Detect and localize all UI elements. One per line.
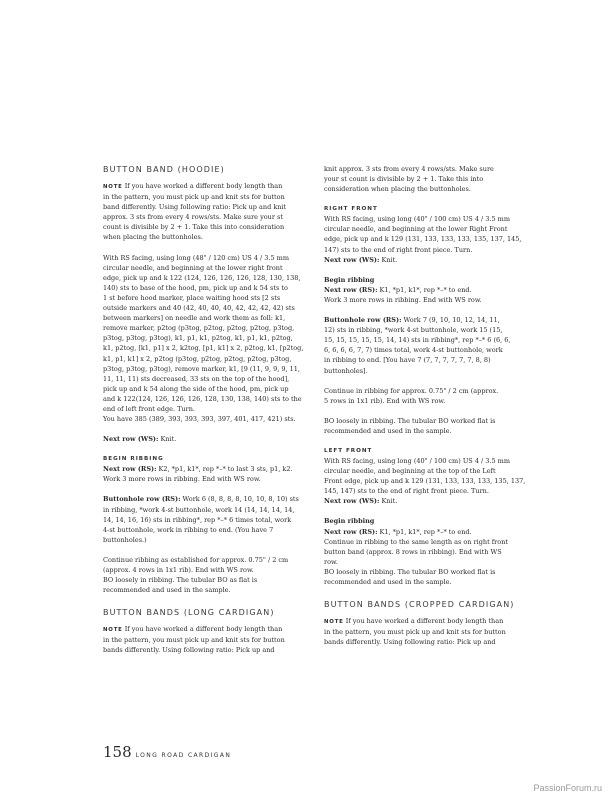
cropped-cardigan-heading: BUTTON BANDS (CROPPED CARDIGAN): [324, 600, 515, 610]
note-label: NOTE: [103, 627, 123, 634]
hoodie-body: With RS facing, using long (48" / 120 cm) US 4 / 3.5 mm circular needle, and beginning at the lower right front edge, pick up and k 122 (124, 126, 126, 126, 128, 130, 138, 140) sts to base of the hood, pm, pick up and k 54 sts to 1 st before hood marker, place waiting hood sts [2 sts outside markers and 40 (42, 40, 40, 40, 42, 42, 42, 42) sts between markers] on needle and work them as foll: k1, remove marker, p2tog (p3tog, p2tog, p2tog, p2tog, p3tog, p3tog, p3tog, p3tog), k1, p1, k1, p2tog, k1, p1, k1, p2tog, k1, p2tog, [k1, p1] x 2, k2tog, [p1, k1] x 2, p2tog, k1, [p2tog, k1, p1, k1] x 2, p2tog (p3tog, p2tog, p2tog, p2tog, p3tog, p3tog, p3tog, p3tog), remove marker, k1, [9 (11, 9, 9, 9, 11, 11, 11, 11) sts decreased, 33 sts on the top of the hood], pick up and k 54 along the side of the hood, pm, pick up and k 122(124, 126, 126, 126, 128, 130, 138, 140) sts to the end of left front edge. Turn. You have 385 (389, 393, 393, 393, 397, 401, 417, 421) sts.: [103, 253, 304, 424]
left-front-body: With RS facing, using long (40" / 100 cm) US 4 / 3.5 mm circular needle, and beginning at the top of the Left Front edge, pick up and k 129 (131, 133, 133, 133, 135, 137, 145, 147) sts to the end of right front piece. Turn. Next row (WS): Knit.: [324, 456, 526, 506]
right-column: [324, 164, 530, 647]
left-front-heading: LEFT FRONT: [324, 447, 373, 454]
note-label: NOTE: [103, 184, 123, 190]
right-front-buttonhole-row: Buttonhole row (RS): Work 7 (9, 10, 10, 12, 14, 11, 12) sts in ribbing, *work 4-st buttonhole, work 15 (15, 15, 15, 15, 15, 15, 14, 14) sts in ribbing*, rep *–* 6 (6, 6, 6, 6, 6, 6, 7, 7) times total, work 4-st buttonhole, work in ribbing to end. [You have 7 (7, 7, 7, 7, 7, 7, 8, 8) buttonholes].: [324, 316, 511, 375]
note-label: NOTE: [324, 619, 344, 626]
right-intro: knit approx. 3 sts from every 4 rows/sts. Make sure your st count is divisible by 2 + 1. Take this into consideration when placing the buttonholes.: [324, 165, 494, 194]
hoodie-ribbing-heading: BEGIN RIBBING: [103, 456, 164, 463]
long-cardigan-note: NOTE If you have worked a different body length than in the pattern, you must pick up and knit sts for button bands differently. Using following ratio: Pick up and: [103, 625, 285, 655]
hoodie-rib-next-row: Next row (RS): K2, *p1, k1*, rep *–* to last 3 sts, p1, k2. Work 3 more rows in ribbing. End with WS row.: [103, 465, 293, 484]
right-front-heading: RIGHT FRONT: [324, 206, 378, 213]
page-number: 158: [103, 743, 132, 761]
hoodie-continue: Continue ribbing as established for approx. 0.75" / 2 cm (approx. 4 rows in 1x1 rib). End with WS row. BO loosely in ribbing. The tubular BO as flat is recommended and used in the sample.: [103, 555, 289, 595]
hoodie-note: NOTE If you have worked a different body length than in the pattern, you must pick up and knit sts for button band differently. Using following ratio: Pick up and knit approx. 3 sts from every 4 rows/sts. Make sure your st count is divisible by 2 + 1. Take this into consideration when placing the buttonholes.: [103, 182, 287, 242]
right-front-body: With RS facing, using long (40" / 100 cm) US 4 / 3.5 mm circular needle, and beginning at the lower Right Front edge, pick up and k 129 (131, 133, 133, 133, 135, 137, 145, 147) sts to the end of right front piece. Turn. Next row (WS): Knit.: [324, 215, 522, 264]
right-front-bo: BO loosely in ribbing. The tubular BO worked flat is recommended and used in the sample.: [324, 416, 496, 435]
page-footer: [103, 742, 231, 761]
hoodie-buttonhole-row: Buttonhole row (RS): Work 6 (8, 8, 8, 8, 10, 10, 8, 10) sts in ribbing, *work 4-st buttonhole, work 14 (14, 14, 14, 14, 14, 14, 16, 16) sts in ribbing*, rep *–* 6 times total, work 4-st buttonhole, work in ribbing to end. (You have 7 buttonholes.): [103, 495, 299, 544]
hoodie-heading: BUTTON BAND (HOODIE): [103, 165, 225, 174]
footer-title: LONG ROAD CARDIGAN: [135, 752, 232, 759]
hoodie-next-row: Next row (WS): Knit.: [103, 435, 177, 444]
watermark: PassionForum.ru: [533, 783, 602, 793]
left-front-begin-ribbing: Begin ribbing Next row (RS): K1, *p1, k1*, rep *–* to end. Continue in ribbing to the same length as on right front button band (approx. 8 rows in ribbing). End with WS row. BO loosely in ribbing. The tubular BO worked flat is recommended and used in the sample.: [324, 517, 508, 586]
long-cardigan-heading: BUTTON BANDS (LONG CARDIGAN): [103, 608, 275, 618]
right-front-begin-ribbing: Begin ribbing Next row (RS): K1, *p1, k1*, rep *–* to end. Work 3 more rows in ribbing. End with WS row.: [324, 275, 482, 304]
right-front-continue: Continue in ribbing for approx. 0.75" / 2 cm (approx. 5 rows in 1x1 rib). End with WS row.: [324, 386, 499, 405]
left-column: [103, 164, 309, 656]
cropped-cardigan-note: NOTE If you have worked a different body length than in the pattern, you must pick up and knit sts for button bands differently. Using following ratio: Pick up and: [324, 617, 506, 647]
